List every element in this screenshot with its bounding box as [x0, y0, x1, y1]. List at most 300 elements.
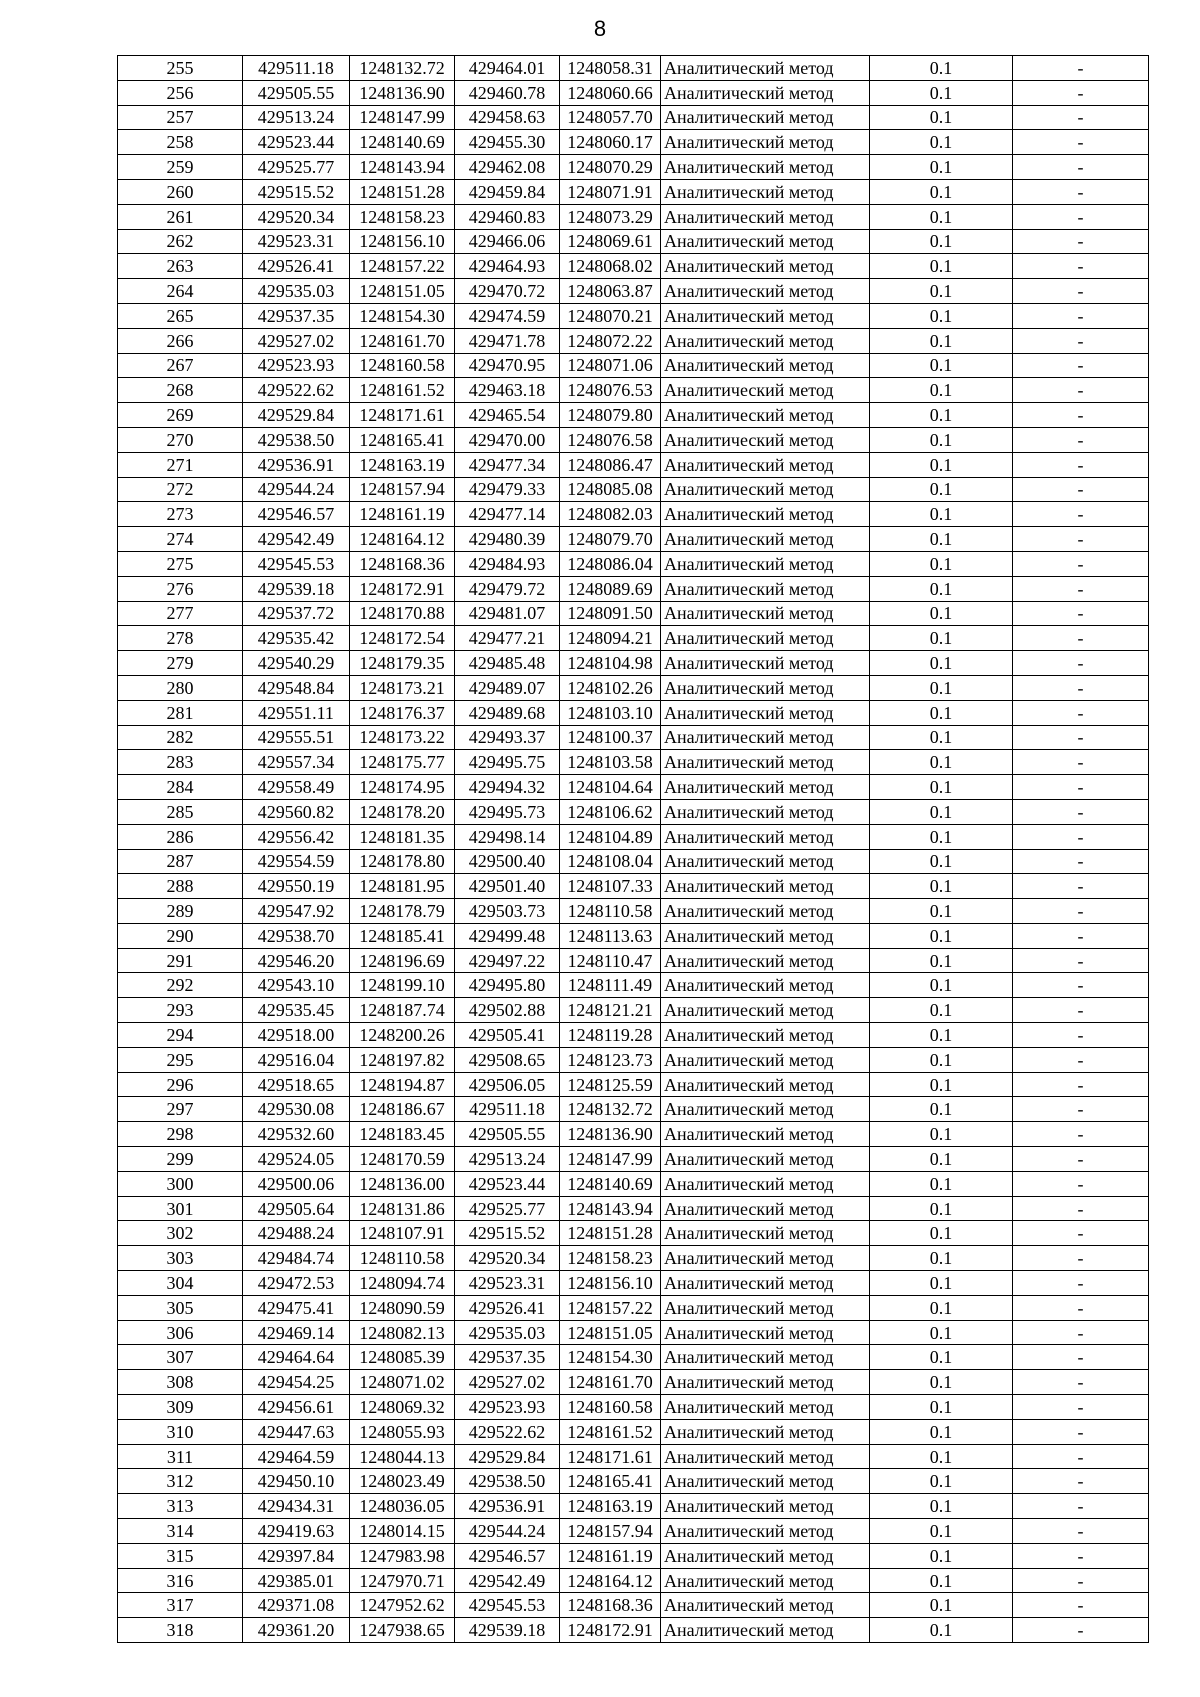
note-cell: -	[1013, 626, 1149, 651]
note-cell: -	[1013, 601, 1149, 626]
note-cell: -	[1013, 204, 1149, 229]
method-cell: Аналитический метод	[661, 551, 870, 576]
method-cell: Аналитический метод	[661, 601, 870, 626]
table-row	[118, 1097, 1149, 1122]
y1-cell: 1248199.10	[350, 973, 455, 998]
note-cell: -	[1013, 254, 1149, 279]
x2-cell: 429477.34	[455, 452, 560, 477]
table-row	[118, 56, 1149, 81]
method-cell: Аналитический метод	[661, 874, 870, 899]
y1-cell: 1248157.22	[350, 254, 455, 279]
accuracy-cell: 0.1	[870, 1568, 1013, 1593]
method-cell: Аналитический метод	[661, 799, 870, 824]
x1-cell: 429535.03	[243, 279, 350, 304]
accuracy-cell: 0.1	[870, 155, 1013, 180]
point-number-cell: 270	[118, 427, 243, 452]
point-number-cell: 288	[118, 874, 243, 899]
y2-cell: 1248108.04	[560, 849, 661, 874]
y2-cell: 1248106.62	[560, 799, 661, 824]
table-row	[118, 1419, 1149, 1444]
y2-cell: 1248158.23	[560, 1246, 661, 1271]
y1-cell: 1247970.71	[350, 1568, 455, 1593]
point-number-cell: 308	[118, 1370, 243, 1395]
table-row	[118, 1543, 1149, 1568]
method-cell: Аналитический метод	[661, 378, 870, 403]
accuracy-cell: 0.1	[870, 700, 1013, 725]
y2-cell: 1248103.10	[560, 700, 661, 725]
x2-cell: 429506.05	[455, 1072, 560, 1097]
method-cell: Аналитический метод	[661, 576, 870, 601]
y1-cell: 1248168.36	[350, 551, 455, 576]
point-number-cell: 261	[118, 204, 243, 229]
y2-cell: 1248102.26	[560, 675, 661, 700]
method-cell: Аналитический метод	[661, 750, 870, 775]
y2-cell: 1248171.61	[560, 1444, 661, 1469]
y2-cell: 1248157.22	[560, 1295, 661, 1320]
y2-cell: 1248132.72	[560, 1097, 661, 1122]
accuracy-cell: 0.1	[870, 1147, 1013, 1172]
x1-cell: 429546.20	[243, 948, 350, 973]
point-number-cell: 264	[118, 279, 243, 304]
y2-cell: 1248085.08	[560, 477, 661, 502]
note-cell: -	[1013, 427, 1149, 452]
y2-cell: 1248151.28	[560, 1221, 661, 1246]
x2-cell: 429495.73	[455, 799, 560, 824]
x1-cell: 429385.01	[243, 1568, 350, 1593]
table-row	[118, 626, 1149, 651]
point-number-cell: 273	[118, 502, 243, 527]
note-cell: -	[1013, 551, 1149, 576]
point-number-cell: 284	[118, 775, 243, 800]
y1-cell: 1248131.86	[350, 1196, 455, 1221]
table-row	[118, 1295, 1149, 1320]
table-row	[118, 477, 1149, 502]
x2-cell: 429495.75	[455, 750, 560, 775]
x1-cell: 429361.20	[243, 1618, 350, 1643]
method-cell: Аналитический метод	[661, 403, 870, 428]
accuracy-cell: 0.1	[870, 1395, 1013, 1420]
note-cell: -	[1013, 1196, 1149, 1221]
y2-cell: 1248060.66	[560, 80, 661, 105]
method-cell: Аналитический метод	[661, 1023, 870, 1048]
accuracy-cell: 0.1	[870, 1047, 1013, 1072]
y2-cell: 1248107.33	[560, 874, 661, 899]
x2-cell: 429537.35	[455, 1345, 560, 1370]
point-number-cell: 317	[118, 1593, 243, 1618]
table-row	[118, 1593, 1149, 1618]
x2-cell: 429508.65	[455, 1047, 560, 1072]
y2-cell: 1248111.49	[560, 973, 661, 998]
y2-cell: 1248125.59	[560, 1072, 661, 1097]
accuracy-cell: 0.1	[870, 725, 1013, 750]
x1-cell: 429505.55	[243, 80, 350, 105]
accuracy-cell: 0.1	[870, 1023, 1013, 1048]
table-row	[118, 1320, 1149, 1345]
method-cell: Аналитический метод	[661, 1122, 870, 1147]
method-cell: Аналитический метод	[661, 179, 870, 204]
x1-cell: 429524.05	[243, 1147, 350, 1172]
page-number: 8	[593, 16, 607, 41]
accuracy-cell: 0.1	[870, 1370, 1013, 1395]
x1-cell: 429456.61	[243, 1395, 350, 1420]
method-cell: Аналитический метод	[661, 254, 870, 279]
method-cell: Аналитический метод	[661, 502, 870, 527]
table-row	[118, 1047, 1149, 1072]
x2-cell: 429460.83	[455, 204, 560, 229]
x2-cell: 429470.72	[455, 279, 560, 304]
y1-cell: 1248154.30	[350, 303, 455, 328]
x2-cell: 429477.21	[455, 626, 560, 651]
x1-cell: 429538.70	[243, 923, 350, 948]
y1-cell: 1248194.87	[350, 1072, 455, 1097]
method-cell: Аналитический метод	[661, 899, 870, 924]
x2-cell: 429466.06	[455, 229, 560, 254]
point-number-cell: 279	[118, 651, 243, 676]
accuracy-cell: 0.1	[870, 1196, 1013, 1221]
y2-cell: 1248100.37	[560, 725, 661, 750]
note-cell: -	[1013, 1469, 1149, 1494]
note-cell: -	[1013, 1543, 1149, 1568]
note-cell: -	[1013, 130, 1149, 155]
table-row	[118, 750, 1149, 775]
x2-cell: 429464.93	[455, 254, 560, 279]
y1-cell: 1248014.15	[350, 1519, 455, 1544]
method-cell: Аналитический метод	[661, 1072, 870, 1097]
point-number-cell: 309	[118, 1395, 243, 1420]
method-cell: Аналитический метод	[661, 1147, 870, 1172]
y2-cell: 1248151.05	[560, 1320, 661, 1345]
x1-cell: 429555.51	[243, 725, 350, 750]
y2-cell: 1248143.94	[560, 1196, 661, 1221]
table-row	[118, 973, 1149, 998]
method-cell: Аналитический метод	[661, 973, 870, 998]
note-cell: -	[1013, 1122, 1149, 1147]
x2-cell: 429505.41	[455, 1023, 560, 1048]
table-row	[118, 353, 1149, 378]
table-row	[118, 254, 1149, 279]
method-cell: Аналитический метод	[661, 1593, 870, 1618]
method-cell: Аналитический метод	[661, 477, 870, 502]
point-number-cell: 297	[118, 1097, 243, 1122]
accuracy-cell: 0.1	[870, 775, 1013, 800]
y1-cell: 1248200.26	[350, 1023, 455, 1048]
method-cell: Аналитический метод	[661, 775, 870, 800]
x2-cell: 429525.77	[455, 1196, 560, 1221]
point-number-cell: 282	[118, 725, 243, 750]
y2-cell: 1248113.63	[560, 923, 661, 948]
x1-cell: 429472.53	[243, 1271, 350, 1296]
y1-cell: 1248178.80	[350, 849, 455, 874]
x2-cell: 429511.18	[455, 1097, 560, 1122]
accuracy-cell: 0.1	[870, 1320, 1013, 1345]
y2-cell: 1248089.69	[560, 576, 661, 601]
note-cell: -	[1013, 700, 1149, 725]
y2-cell: 1248079.70	[560, 527, 661, 552]
x1-cell: 429454.25	[243, 1370, 350, 1395]
point-number-cell: 274	[118, 527, 243, 552]
table-row	[118, 849, 1149, 874]
x2-cell: 429458.63	[455, 105, 560, 130]
method-cell: Аналитический метод	[661, 725, 870, 750]
y1-cell: 1248160.58	[350, 353, 455, 378]
y2-cell: 1248156.10	[560, 1271, 661, 1296]
method-cell: Аналитический метод	[661, 1395, 870, 1420]
x2-cell: 429523.44	[455, 1171, 560, 1196]
method-cell: Аналитический метод	[661, 1271, 870, 1296]
table-row	[118, 204, 1149, 229]
x2-cell: 429544.24	[455, 1519, 560, 1544]
method-cell: Аналитический метод	[661, 1494, 870, 1519]
y1-cell: 1248023.49	[350, 1469, 455, 1494]
table-row	[118, 1196, 1149, 1221]
table-row	[118, 874, 1149, 899]
y1-cell: 1247938.65	[350, 1618, 455, 1643]
point-number-cell: 291	[118, 948, 243, 973]
point-number-cell: 299	[118, 1147, 243, 1172]
accuracy-cell: 0.1	[870, 1494, 1013, 1519]
point-number-cell: 277	[118, 601, 243, 626]
table-row	[118, 105, 1149, 130]
y1-cell: 1248158.23	[350, 204, 455, 229]
note-cell: -	[1013, 303, 1149, 328]
accuracy-cell: 0.1	[870, 80, 1013, 105]
x1-cell: 429434.31	[243, 1494, 350, 1519]
note-cell: -	[1013, 750, 1149, 775]
y2-cell: 1248091.50	[560, 601, 661, 626]
note-cell: -	[1013, 229, 1149, 254]
table-row	[118, 130, 1149, 155]
y2-cell: 1248165.41	[560, 1469, 661, 1494]
table-row	[118, 80, 1149, 105]
y2-cell: 1248082.03	[560, 502, 661, 527]
y1-cell: 1248197.82	[350, 1047, 455, 1072]
point-number-cell: 266	[118, 328, 243, 353]
x2-cell: 429455.30	[455, 130, 560, 155]
x1-cell: 429523.31	[243, 229, 350, 254]
note-cell: -	[1013, 1593, 1149, 1618]
note-cell: -	[1013, 675, 1149, 700]
y2-cell: 1248069.61	[560, 229, 661, 254]
point-number-cell: 287	[118, 849, 243, 874]
table-row	[118, 279, 1149, 304]
y1-cell: 1248161.52	[350, 378, 455, 403]
note-cell: -	[1013, 849, 1149, 874]
accuracy-cell: 0.1	[870, 923, 1013, 948]
y1-cell: 1248173.22	[350, 725, 455, 750]
y1-cell: 1248165.41	[350, 427, 455, 452]
x2-cell: 429523.93	[455, 1395, 560, 1420]
y1-cell: 1248163.19	[350, 452, 455, 477]
note-cell: -	[1013, 998, 1149, 1023]
table-row	[118, 303, 1149, 328]
x2-cell: 429499.48	[455, 923, 560, 948]
point-number-cell: 269	[118, 403, 243, 428]
method-cell: Аналитический метод	[661, 303, 870, 328]
accuracy-cell: 0.1	[870, 1097, 1013, 1122]
y1-cell: 1248036.05	[350, 1494, 455, 1519]
point-number-cell: 257	[118, 105, 243, 130]
point-number-cell: 313	[118, 1494, 243, 1519]
accuracy-cell: 0.1	[870, 378, 1013, 403]
method-cell: Аналитический метод	[661, 328, 870, 353]
x1-cell: 429520.34	[243, 204, 350, 229]
y1-cell: 1248157.94	[350, 477, 455, 502]
note-cell: -	[1013, 80, 1149, 105]
y1-cell: 1248178.79	[350, 899, 455, 924]
note-cell: -	[1013, 1097, 1149, 1122]
table-row	[118, 1395, 1149, 1420]
y1-cell: 1248132.72	[350, 56, 455, 81]
x1-cell: 429556.42	[243, 824, 350, 849]
y2-cell: 1248168.36	[560, 1593, 661, 1618]
x2-cell: 429529.84	[455, 1444, 560, 1469]
method-cell: Аналитический метод	[661, 353, 870, 378]
table-row	[118, 725, 1149, 750]
y1-cell: 1248173.21	[350, 675, 455, 700]
x2-cell: 429522.62	[455, 1419, 560, 1444]
method-cell: Аналитический метод	[661, 1444, 870, 1469]
x2-cell: 429477.14	[455, 502, 560, 527]
accuracy-cell: 0.1	[870, 130, 1013, 155]
method-cell: Аналитический метод	[661, 105, 870, 130]
note-cell: -	[1013, 1221, 1149, 1246]
x2-cell: 429465.54	[455, 403, 560, 428]
accuracy-cell: 0.1	[870, 849, 1013, 874]
table-row	[118, 1271, 1149, 1296]
table-row	[118, 824, 1149, 849]
x2-cell: 429479.33	[455, 477, 560, 502]
y2-cell: 1248103.58	[560, 750, 661, 775]
method-cell: Аналитический метод	[661, 1221, 870, 1246]
x2-cell: 429464.01	[455, 56, 560, 81]
x1-cell: 429475.41	[243, 1295, 350, 1320]
y2-cell: 1248079.80	[560, 403, 661, 428]
point-number-cell: 289	[118, 899, 243, 924]
accuracy-cell: 0.1	[870, 1469, 1013, 1494]
x2-cell: 429497.22	[455, 948, 560, 973]
accuracy-cell: 0.1	[870, 651, 1013, 676]
y2-cell: 1248057.70	[560, 105, 661, 130]
x2-cell: 429463.18	[455, 378, 560, 403]
accuracy-cell: 0.1	[870, 601, 1013, 626]
y2-cell: 1248123.73	[560, 1047, 661, 1072]
point-number-cell: 283	[118, 750, 243, 775]
accuracy-cell: 0.1	[870, 1295, 1013, 1320]
accuracy-cell: 0.1	[870, 254, 1013, 279]
point-number-cell: 256	[118, 80, 243, 105]
accuracy-cell: 0.1	[870, 824, 1013, 849]
note-cell: -	[1013, 1320, 1149, 1345]
y2-cell: 1248160.58	[560, 1395, 661, 1420]
x1-cell: 429450.10	[243, 1469, 350, 1494]
note-cell: -	[1013, 1494, 1149, 1519]
accuracy-cell: 0.1	[870, 1345, 1013, 1370]
y1-cell: 1248085.39	[350, 1345, 455, 1370]
method-cell: Аналитический метод	[661, 923, 870, 948]
method-cell: Аналитический метод	[661, 130, 870, 155]
x2-cell: 429536.91	[455, 1494, 560, 1519]
note-cell: -	[1013, 105, 1149, 130]
accuracy-cell: 0.1	[870, 403, 1013, 428]
method-cell: Аналитический метод	[661, 1469, 870, 1494]
note-cell: -	[1013, 824, 1149, 849]
note-cell: -	[1013, 775, 1149, 800]
y1-cell: 1248185.41	[350, 923, 455, 948]
point-number-cell: 316	[118, 1568, 243, 1593]
point-number-cell: 260	[118, 179, 243, 204]
table-row	[118, 1469, 1149, 1494]
x1-cell: 429397.84	[243, 1543, 350, 1568]
accuracy-cell: 0.1	[870, 1618, 1013, 1643]
method-cell: Аналитический метод	[661, 204, 870, 229]
x1-cell: 429548.84	[243, 675, 350, 700]
x1-cell: 429526.41	[243, 254, 350, 279]
method-cell: Аналитический метод	[661, 1419, 870, 1444]
note-cell: -	[1013, 179, 1149, 204]
y1-cell: 1248161.70	[350, 328, 455, 353]
y1-cell: 1248170.88	[350, 601, 455, 626]
x1-cell: 429535.42	[243, 626, 350, 651]
x2-cell: 429462.08	[455, 155, 560, 180]
x2-cell: 429480.39	[455, 527, 560, 552]
x1-cell: 429546.57	[243, 502, 350, 527]
point-number-cell: 276	[118, 576, 243, 601]
table-row	[118, 1246, 1149, 1271]
x2-cell: 429494.32	[455, 775, 560, 800]
method-cell: Аналитический метод	[661, 427, 870, 452]
point-number-cell: 265	[118, 303, 243, 328]
x1-cell: 429545.53	[243, 551, 350, 576]
accuracy-cell: 0.1	[870, 179, 1013, 204]
note-cell: -	[1013, 1023, 1149, 1048]
note-cell: -	[1013, 1519, 1149, 1544]
point-number-cell: 307	[118, 1345, 243, 1370]
method-cell: Аналитический метод	[661, 948, 870, 973]
x1-cell: 429532.60	[243, 1122, 350, 1147]
x1-cell: 429469.14	[243, 1320, 350, 1345]
point-number-cell: 275	[118, 551, 243, 576]
accuracy-cell: 0.1	[870, 998, 1013, 1023]
method-cell: Аналитический метод	[661, 1345, 870, 1370]
accuracy-cell: 0.1	[870, 452, 1013, 477]
y1-cell: 1248071.02	[350, 1370, 455, 1395]
x1-cell: 429554.59	[243, 849, 350, 874]
x1-cell: 429527.02	[243, 328, 350, 353]
y1-cell: 1248181.95	[350, 874, 455, 899]
y2-cell: 1248076.58	[560, 427, 661, 452]
y1-cell: 1248164.12	[350, 527, 455, 552]
y2-cell: 1248110.58	[560, 899, 661, 924]
table-row	[118, 576, 1149, 601]
method-cell: Аналитический метод	[661, 651, 870, 676]
note-cell: -	[1013, 576, 1149, 601]
accuracy-cell: 0.1	[870, 1593, 1013, 1618]
y1-cell: 1248176.37	[350, 700, 455, 725]
method-cell: Аналитический метод	[661, 824, 870, 849]
x2-cell: 429484.93	[455, 551, 560, 576]
method-cell: Аналитический метод	[661, 998, 870, 1023]
point-number-cell: 280	[118, 675, 243, 700]
table-row	[118, 1618, 1149, 1643]
table-row	[118, 328, 1149, 353]
table-row	[118, 775, 1149, 800]
x2-cell: 429500.40	[455, 849, 560, 874]
x1-cell: 429538.50	[243, 427, 350, 452]
note-cell: -	[1013, 1047, 1149, 1072]
accuracy-cell: 0.1	[870, 1444, 1013, 1469]
note-cell: -	[1013, 973, 1149, 998]
accuracy-cell: 0.1	[870, 204, 1013, 229]
